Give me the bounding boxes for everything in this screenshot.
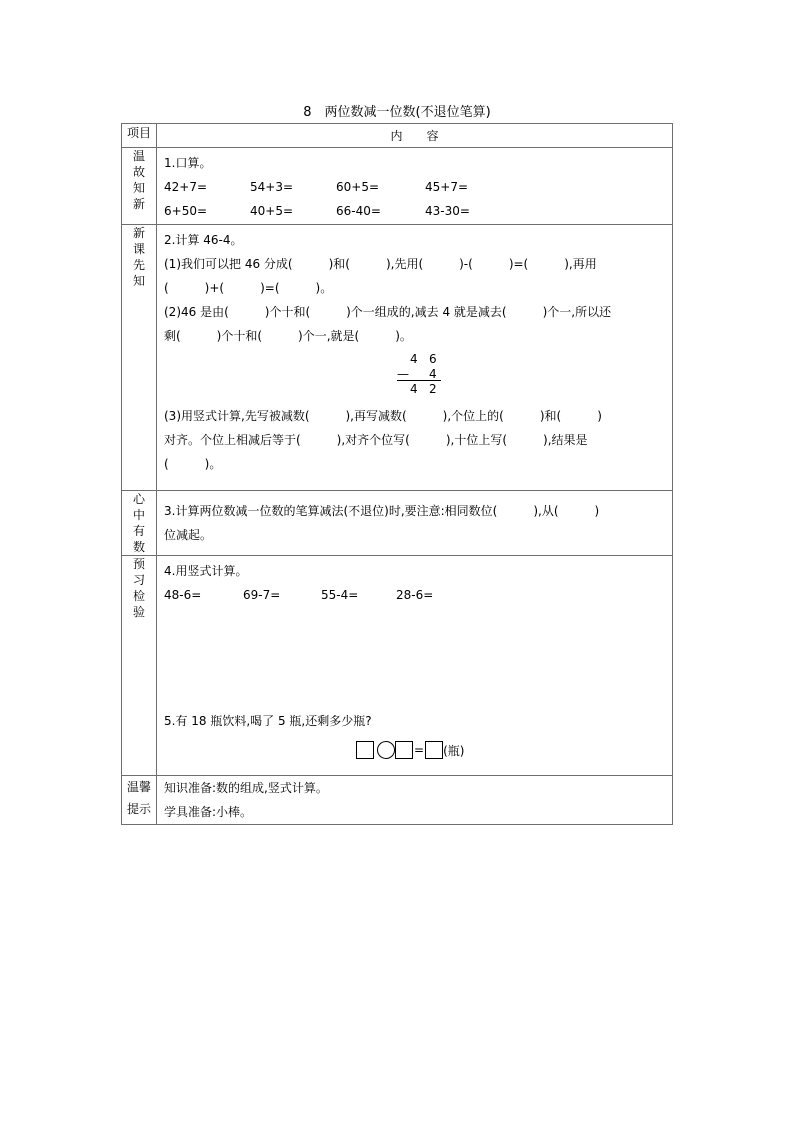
label-tips: 温馨 提示 (122, 776, 157, 825)
header-row (122, 124, 673, 148)
label-review: 温 故 知 新 (122, 148, 157, 225)
q2-part2-line1: (2)46 是由( )个十和( )个一组成的,减去 4 就是减去( )个一,所以还 (164, 305, 612, 319)
label-key-points: 心 中 有 数 (122, 491, 157, 556)
q2-part3-line2: 对齐。个位上相减后等于( ),对齐个位写( ),十位上写( ),结果是 (164, 433, 588, 447)
equals-sign: = (414, 743, 425, 757)
question-5: 5.有 18 瓶饮料,喝了 5 瓶,还剩多少瓶? (164, 714, 372, 728)
section-key-points (122, 491, 673, 556)
answer-circle-operator[interactable] (377, 741, 395, 759)
section-preview-check (122, 556, 673, 776)
tips-content (157, 776, 673, 825)
label-new-lesson: 新 课 先 知 (122, 225, 157, 491)
section-review (122, 148, 673, 225)
tools-prep: 学具准备:小棒。 (164, 805, 253, 819)
answer-box-minuend[interactable] (356, 741, 374, 759)
question-4: 4.用竖式计算。 (164, 564, 248, 578)
answer-box-result[interactable] (425, 741, 443, 759)
unit-label: (瓶) (443, 743, 465, 758)
question-2: 2.计算 46-4。 (164, 233, 243, 247)
q2-part2-line2: 剩( )个十和( )个一,就是( )。 (164, 329, 412, 343)
answer-box-subtrahend[interactable] (395, 741, 413, 759)
key-points-content (157, 491, 673, 556)
section-tips (122, 776, 673, 825)
page-title: 8 两位数减一位数(不退位笔算) (303, 105, 491, 120)
mental-math-row-2: 6+50= 40+5= 66-40= 43-30= (164, 204, 470, 218)
review-content (157, 148, 673, 225)
preview-check-content (157, 556, 673, 776)
calc-line (397, 380, 441, 381)
q2-part1-line2: ( )+( )=( )。 (164, 281, 333, 295)
new-lesson-content (157, 225, 673, 491)
knowledge-prep: 知识准备:数的组成,竖式计算。 (164, 781, 328, 795)
answer-equation (356, 737, 665, 763)
header-col-content: 内 容 (157, 124, 673, 148)
question-3-line1: 3.计算两位数减一位数的笔算减法(不退位)时,要注意:相同数位( ),从( ) (164, 504, 600, 518)
q2-part1-line1: (1)我们可以把 46 分成( )和( ),先用( )-( )=( ),再用 (164, 257, 597, 271)
q2-part3-line3: ( )。 (164, 457, 222, 471)
header-col-item: 项目 (122, 124, 157, 148)
vertical-calculation: 4 6 — 4 4 2 (164, 350, 665, 396)
label-preview-check: 预 习 检 验 (122, 556, 157, 776)
vertical-calc-exercises: 48-6= 69-7= 55-4= 28-6= (164, 588, 434, 602)
work-space (164, 607, 665, 709)
mental-math-row-1: 42+7= 54+3= 60+5= 45+7= (164, 180, 469, 194)
section-new-lesson (122, 225, 673, 491)
worksheet-table (121, 123, 673, 825)
q2-part3-line1: (3)用竖式计算,先写被减数( ),再写减数( ),个位上的( )和( ) (164, 409, 602, 423)
question-3-line2: 位减起。 (164, 528, 213, 542)
question-1: 1.口算。 (164, 156, 212, 170)
